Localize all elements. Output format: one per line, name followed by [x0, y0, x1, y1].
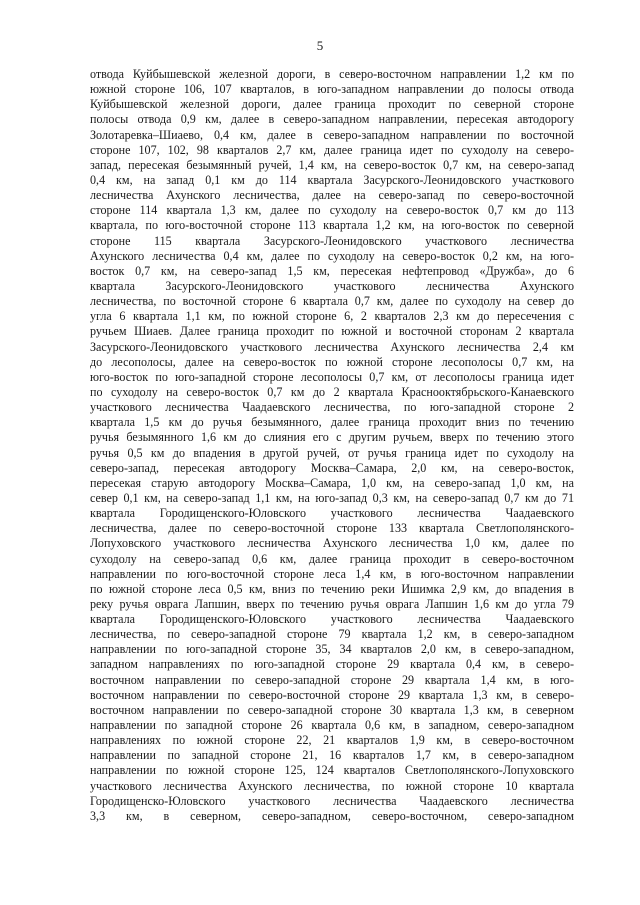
text-line: направлении по южной стороне 125, 124 кварталов Светлополянского-Лопуховского — [90, 763, 574, 778]
text-line: восточном направлении по северо-восточной стороне 29 квартала 1,3 км, в северо- — [90, 687, 574, 702]
text-line: участкового лесничества Чаадаевского лесничества, по юго-западной стороне 2 — [90, 400, 574, 415]
text-line: стороне 107, 102, 98 кварталов 2,7 км, далее граница идет по суходолу на северо- — [90, 142, 574, 157]
text-line: стороне 115 квартала Засурского-Леонидовского участкового лесничества — [90, 233, 574, 248]
text-line: пересекая старую автодорогу Москва–Самара, 1,0 км, на северо-запад 1,0 км, на — [90, 475, 574, 490]
text-line: Лопуховского участкового лесничества Ахунского лесничества 1,0 км, далее по — [90, 536, 574, 551]
text-line: угла 6 квартала 1,1 км, по южной стороне 6, 2 кварталов 2,3 км до пересечения с — [90, 309, 574, 324]
text-line: стороне 114 квартала 1,3 км, далее по суходолу на северо-восток 0,7 км до 113 — [90, 203, 574, 218]
text-line: юго-восток по юго-западной стороне лесополосы 0,7 км, от лесополосы граница идет — [90, 369, 574, 384]
text-line: восточном направлении по северо-западной стороне 29 квартала 1,4 км, в юго- — [90, 672, 574, 687]
text-line: лесничества, по восточной стороне 6 квартала 0,7 км, далее по суходолу на север до — [90, 294, 574, 309]
text-line: полосы отвода 0,9 км, далее в северо-западном направлении, пересекая автодорогу — [90, 112, 574, 127]
text-line: реку ручья оврага Лапшин, вверх по течению ручья оврага Лапшин 1,6 км до угла 79 — [90, 596, 574, 611]
text-line: направлении по западной стороне 21, 16 кварталов 1,7 км, в северо-западном — [90, 748, 574, 763]
text-line: квартала, по юго-восточной стороне 113 квартала 1,2 км, на юго-восток по северной — [90, 218, 574, 233]
text-line: квартала Засурского-Леонидовского участкового лесничества Ахунского — [90, 278, 574, 293]
text-line: Городищенско-Юловского участкового лесничества Чаадаевского лесничества — [90, 793, 574, 808]
text-line: Золотаревка–Шиаево, 0,4 км, далее в северо-западном направлении по восточной — [90, 127, 574, 142]
text-line: квартала Городищенского-Юловского участкового лесничества Чаадаевского — [90, 612, 574, 627]
text-line: суходолу на северо-запад 0,6 км, далее граница проходит в северо-восточном — [90, 551, 574, 566]
text-line: 3,3 км, в северном, северо-западном, северо-восточном, северо-западном — [90, 808, 574, 823]
text-line: направлениях по южной стороне 22, 21 кварталов 1,9 км, в северо-восточном — [90, 733, 574, 748]
text-line: лесничества, далее по северо-восточной стороне 133 квартала Светлополянского- — [90, 521, 574, 536]
text-line: западном направлениях по юго-западной стороне 29 квартала 0,4 км, в северо- — [90, 657, 574, 672]
text-line: квартала Городищенского-Юловского участкового лесничества Чаадаевского — [90, 506, 574, 521]
text-line: направлении по юго-восточной стороне леса 1,4 км, в юго-восточном направлении — [90, 566, 574, 581]
text-line: направлении по юго-западной стороне 35, 34 кварталов 2,0 км, в северо-западном, — [90, 642, 574, 657]
text-line: ручьем Шиаев. Далее граница проходит по южной и восточной сторонам 2 квартала — [90, 324, 574, 339]
text-line: отвода Куйбышевской железной дороги, в северо-восточном направлении 1,2 км по — [90, 67, 574, 81]
text-line: запад, пересекая безымянный ручей, 1,4 км, на северо-восток 0,7 км, на северо-запад — [90, 157, 574, 172]
text-line: ручья безымянного 1,6 км до слияния его с другим ручьем, вверх по течению этого — [90, 430, 574, 445]
text-line: направлении по западной стороне 26 квартала 0,6 км, в западном, северо-западном — [90, 718, 574, 733]
text-line: Ахунского лесничества 0,4 км, далее по суходолу на северо-восток 0,2 км, на юго- — [90, 248, 574, 263]
text-line: 0,4 км, на запад 0,1 км до 114 квартала Засурского-Леонидовского участкового — [90, 172, 574, 187]
text-line: Куйбышевской железной дороги, далее граница проходит по северной стороне — [90, 97, 574, 112]
text-line: северо-запад, пересекая автодорогу Москва–Самара, 2,0 км, на северо-восток, — [90, 460, 574, 475]
text-line: север 0,1 км, на северо-запад 1,1 км, на юго-запад 0,3 км, на северо-запад 0,7 км до 71 — [90, 490, 574, 505]
text-line: по южной стороне леса 0,5 км, вниз по течению реки Ишимка 2,9 км, до впадения в — [90, 581, 574, 596]
text-line: участкового лесничества Ахунского лесничества, по южной стороне 10 квартала — [90, 778, 574, 793]
page-number: 5 — [316, 38, 324, 53]
text-line: до лесополосы, далее на северо-восток по южной стороне лесополосы 0,7 км, на — [90, 354, 574, 369]
text-line: восток 0,7 км, на северо-запад 1,5 км, пересекая нефтепровод «Дружба», до 6 — [90, 263, 574, 278]
body-text — [90, 67, 574, 824]
text-line: южной стороне 106, 107 кварталов, в юго-западном направлении до полосы отвода — [90, 82, 574, 97]
text-line: Засурского-Леонидовского участкового лесничества Ахунского лесничества 2,4 км — [90, 339, 574, 354]
text-line: лесничества, по северо-западной стороне 79 квартала 1,2 км, в северо-западном — [90, 627, 574, 642]
text-line: восточном направлении по северо-западной стороне 30 квартала 1,3 км, в северном — [90, 702, 574, 717]
text-line: лесничества Ахунского лесничества, далее на северо-запад по северо-восточной — [90, 188, 574, 203]
text-line: квартала 1,5 км до ручья безымянного, далее граница проходит вниз по течению — [90, 415, 574, 430]
text-line: по суходолу на северо-восток 0,7 км до 2 квартала Краснооктябрьского-Канаевского — [90, 384, 574, 399]
text-line: ручья 0,5 км до впадения в другой ручей, от ручья граница идет по суходолу на — [90, 445, 574, 460]
